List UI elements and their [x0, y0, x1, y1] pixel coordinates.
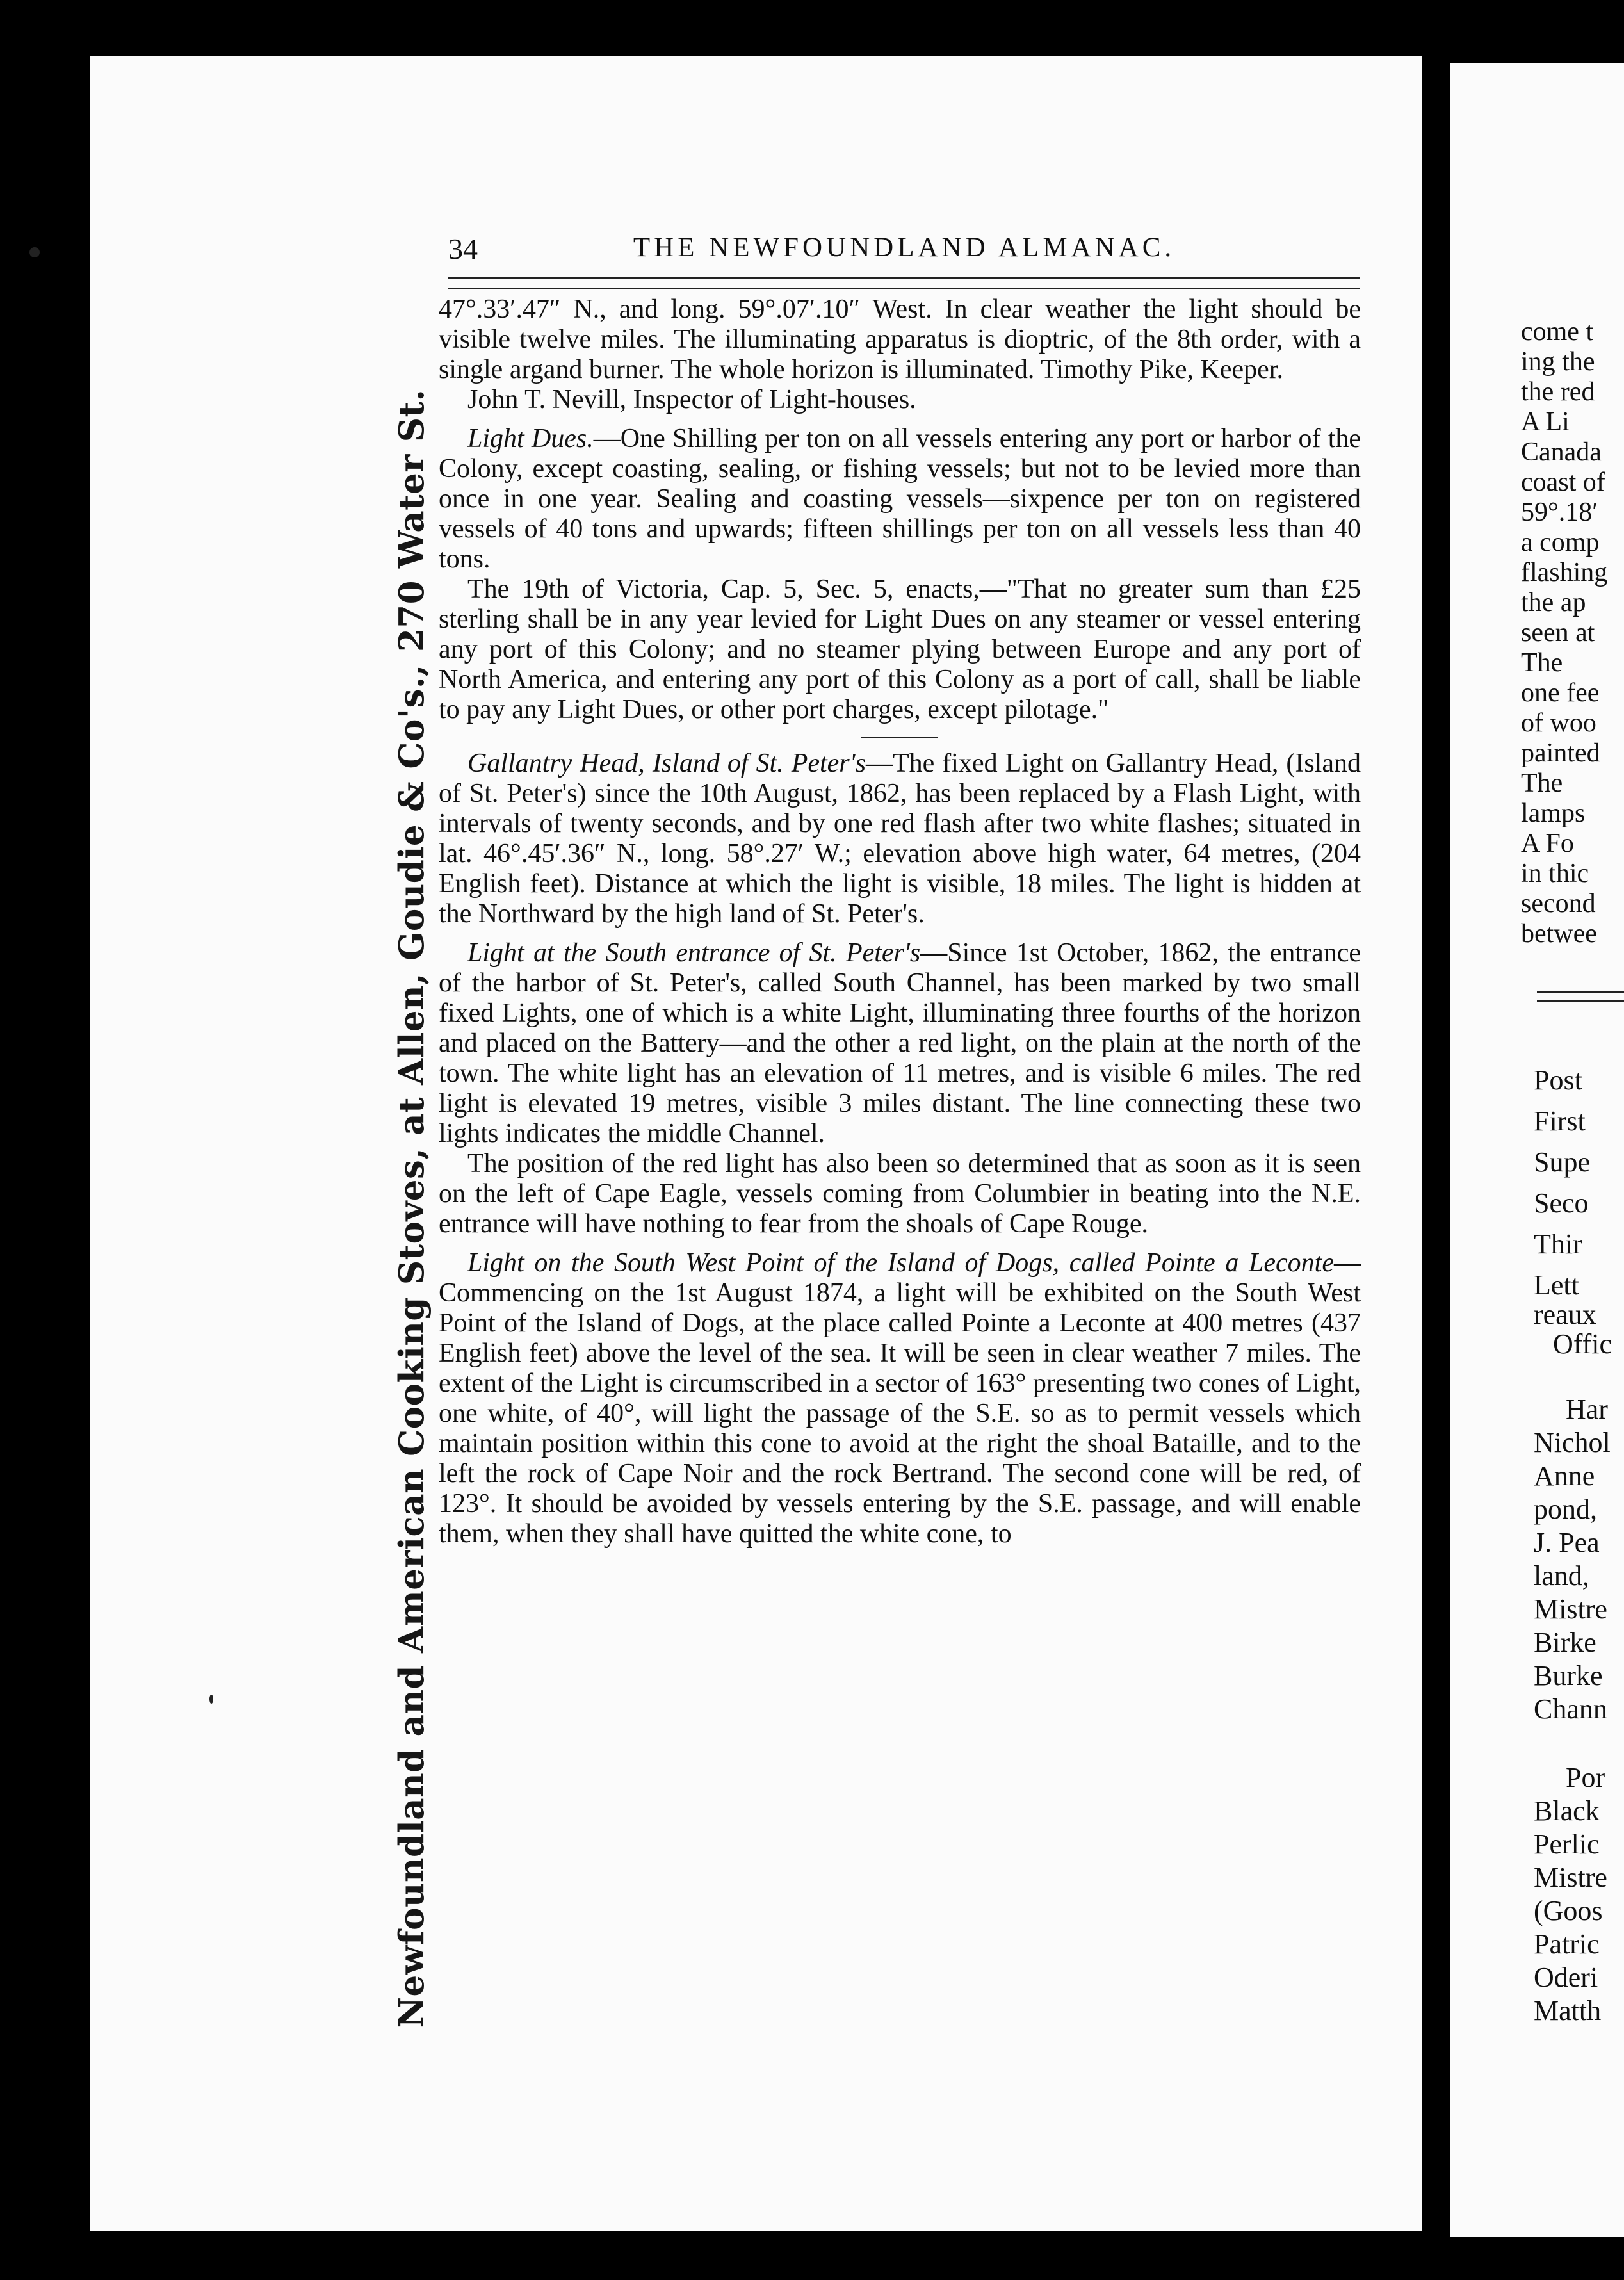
right-line: Har	[1566, 1394, 1608, 1425]
paragraph: John T. Nevill, Inspector of Light-houses.	[467, 385, 916, 414]
right-line: J. Pea	[1534, 1527, 1600, 1558]
right-line: second	[1521, 889, 1596, 918]
section-title: Light at the South entrance of St. Peter's	[467, 938, 921, 968]
right-line: Mistre	[1534, 1593, 1607, 1625]
page-header	[448, 232, 1360, 270]
right-line: pond,	[1534, 1494, 1597, 1525]
right-line: Patric	[1534, 1928, 1600, 1960]
right-line: A Li	[1521, 407, 1570, 437]
right-line: Supe	[1534, 1146, 1590, 1178]
right-line: Thir	[1534, 1228, 1582, 1260]
right-line: Por	[1566, 1762, 1605, 1793]
right-line: lamps	[1521, 799, 1586, 828]
right-line: painted	[1521, 738, 1600, 768]
right-line: in thic	[1521, 859, 1589, 888]
right-line: Chann	[1534, 1693, 1607, 1725]
section-text: —One Shilling per ton on all vessels entering any port or harbor of the Colony, except coasting, sealing, or fishing vessels; but not to be levied more than once in one year. Sealing and coasting vessels—sixpence per ton on registered vessels of 40 tons and upwards; fifteen shillings per ton on all vessels less than 40 tons.	[439, 424, 1361, 574]
right-line: Oderi	[1534, 1962, 1598, 1993]
right-line: land,	[1534, 1560, 1589, 1592]
right-line: First	[1534, 1105, 1586, 1137]
right-page-rule	[1537, 991, 1624, 1002]
right-line: a comp	[1521, 528, 1600, 557]
right-line: one fee	[1521, 678, 1600, 708]
scan-speck	[209, 1695, 213, 1704]
right-page-column-mid	[1534, 1060, 1624, 1365]
right-line: Post	[1534, 1064, 1582, 1096]
right-line: reaux	[1534, 1299, 1596, 1330]
right-line: Matth	[1534, 1995, 1602, 2026]
right-line: coast of	[1521, 468, 1605, 497]
right-line: Nichol	[1534, 1427, 1611, 1458]
right-line: Birke	[1534, 1627, 1596, 1658]
right-page-column-top	[1521, 317, 1624, 949]
spacer	[439, 1239, 1361, 1248]
right-line: seen at	[1521, 618, 1595, 647]
right-line: Perlic	[1534, 1828, 1600, 1860]
right-line: betwee	[1521, 919, 1597, 949]
right-line: ing the	[1521, 347, 1595, 377]
section-text: —Commencing on the 1st August 1874, a light will be exhibited on the South West Point of the Island of Dogs, at the place called Pointe a Leconte at 400 metres (437 English feet) above the level of the sea. It will be seen in clear weather 7 miles. The extent of the Light is circumscribed in a sector of 163° presenting two cones of Light, one white, of 40°, will light the passage of the S.E. so as to permit vessels which maintain position within this cone to avoid at the right the shoal Bataille, and to the left the rock of Cape Noir and the rock Bertrand. The second cone will be red, of 123°. It should be avoided by vessels entering by the S.E. passage, and will enable them, when they shall have quitted the white cone, to	[439, 1248, 1361, 1549]
margin-advertisement: Newfoundland and American Cooking Stoves, at Allen, Goudie & Co's., 270 Water St.	[392, 389, 432, 2028]
section-title: Gallantry Head, Island of St. Peter's	[467, 749, 866, 778]
right-line: the ap	[1521, 588, 1586, 617]
right-line: Lett	[1534, 1269, 1579, 1301]
paragraph	[439, 1248, 1361, 1549]
right-line: of woo	[1521, 708, 1596, 738]
section-text: —Since 1st October, 1862, the entrance of the harbor of St. Peter's, called South Channel, has been marked by two small fixed Lights, one of which is a white Light, illuminating three fourths of the horizon and placed on the Battery—and the other a red light, on the plain at the north of the town. The white light has an elevation of 11 metres, and is visible 6 miles. The red light is elevated 19 metres, visible 3 miles distant. The line connecting these two lights indicates the middle Channel.	[439, 938, 1361, 1148]
right-line: Seco	[1534, 1187, 1589, 1219]
section-divider	[861, 737, 938, 738]
right-line: The	[1521, 648, 1563, 678]
page-number: 34	[448, 232, 478, 265]
spacer	[439, 415, 1361, 424]
section-title: Light Dues.	[467, 424, 594, 453]
right-line: Anne	[1534, 1460, 1595, 1492]
right-line: The	[1521, 769, 1563, 798]
right-line: (Goos	[1534, 1895, 1603, 1926]
paragraph	[439, 424, 1361, 574]
running-title: THE NEWFOUNDLAND ALMANAC.	[633, 232, 1176, 263]
header-rule	[448, 277, 1360, 289]
right-line: Burke	[1534, 1660, 1603, 1691]
right-line: 59°.18′	[1521, 498, 1598, 527]
paragraph: 47°.33′.47″ N., and long. 59°.07′.10″ West. In clear weather the light should be visible twelve miles. The illuminating apparatus is dioptric, of the 8th order, with a single argand burner. The whole horizon is illuminated. Timothy Pike, Keeper.	[439, 295, 1361, 384]
section-text: —The fixed Light on Gallantry Head, (Island of St. Peter's) since the 10th August, 1862, has been replaced by a Flash Light, with intervals of twenty seconds, and by one red flash after two white flashes; situated in lat. 46°.45′.36″ N., long. 58°.27′ W.; elevation above high water, 64 metres, (204 English feet). Distance at which the light is visible, 18 miles. The light is hidden at the Northward by the high land of St. Peter's.	[439, 749, 1361, 929]
section-title: Light on the South West Point of the Island of Dogs, called Pointe a Leconte	[467, 1248, 1334, 1278]
right-page-column-lower	[1534, 1393, 1624, 1726]
paragraph	[439, 938, 1361, 1149]
right-page-column-bottom	[1534, 1761, 1624, 2028]
right-line: come t	[1521, 317, 1594, 346]
right-line: the red	[1521, 377, 1595, 407]
scan-speck	[29, 247, 40, 257]
article-body	[439, 295, 1361, 1549]
right-line: Black	[1534, 1795, 1600, 1827]
right-line: Mistre	[1534, 1862, 1607, 1893]
right-line: Canada	[1521, 437, 1602, 467]
paragraph: The position of the red light has also been so determined that as soon as it is seen on the left of Cape Eagle, vessels coming from Columbier in beating into the N.E. entrance will have nothing to fear from the shoals of Cape Rouge.	[439, 1149, 1361, 1239]
right-line: flashing	[1521, 558, 1608, 587]
right-line: Offic	[1553, 1328, 1612, 1360]
paragraph	[439, 749, 1361, 929]
spacer	[439, 929, 1361, 938]
paragraph: The 19th of Victoria, Cap. 5, Sec. 5, enacts,—"That no greater sum than £25 sterling shall be in any year levied for Light Dues on any steamer or vessel entering any port of this Colony; and no steamer plying between Europe and any port of North America, and entering any port of this Colony as a port of call, shall be liable to pay any Light Dues, or other port charges, except pilotage."	[439, 574, 1361, 724]
right-line: A Fo	[1521, 829, 1574, 858]
